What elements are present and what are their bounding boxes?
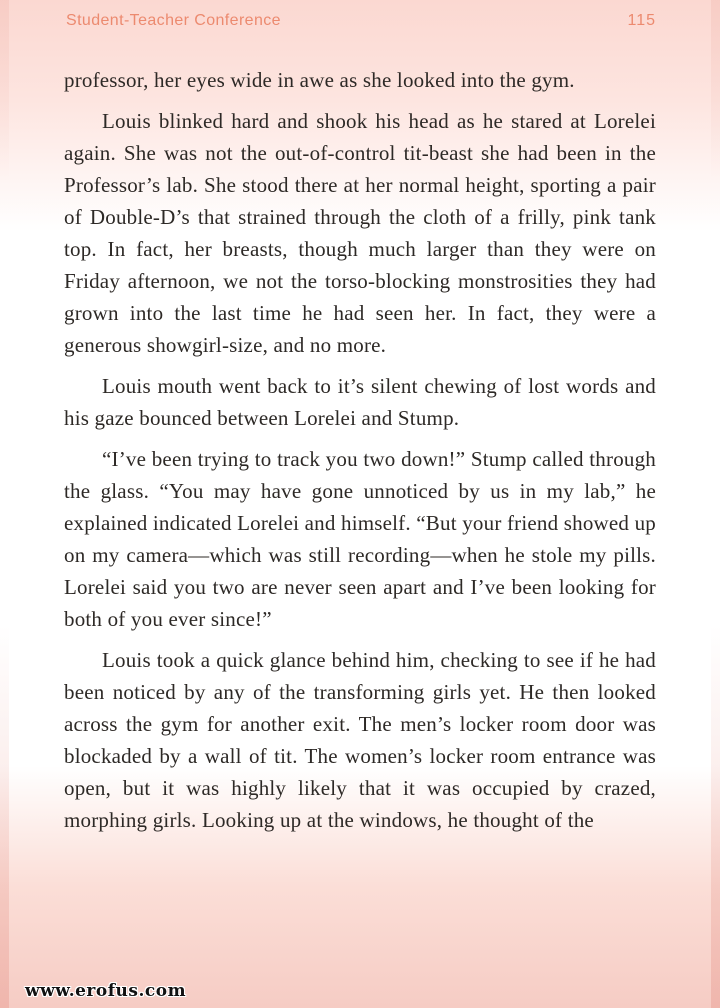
page-left-edge-shading — [0, 0, 9, 1008]
paragraph: Louis blinked hard and shook his head as he stared at Lorelei again. She was not the out-of-control tit-beast she had been in the Professor’s lab. She stood there at her normal height, sporting a pair of Double-D’s that strained through the cloth of a frilly, pink tank top. In fact, her breasts, though much larger than they were on Friday afternoon, we not the torso-blocking monstrosities they had grown into the last time he had seen her. In fact, they were a generous showgirl-size, and no more. — [64, 109, 656, 357]
page-header — [66, 12, 656, 30]
paragraph: professor, her eyes wide in awe as she looked into the gym. — [64, 68, 575, 92]
page-number: 115 — [627, 12, 656, 29]
watermark: www.erofus.com — [25, 981, 187, 1001]
paragraph: “I’ve been trying to track you two down!” Stump called through the glass. “You may have gone unnoticed by us in my lab,” he explained indicated Lorelei and himself. “But your friend showed up on my camera—which was still recording—when he stole my pills. Lorelei said you two are never seen apart and I’ve been looking for both of you ever since!” — [64, 447, 656, 631]
paragraph: Louis took a quick glance behind him, checking to see if he had been noticed by any of the transforming girls yet. He then looked across the gym for another exit. The men’s locker room door was blockaded by a wall of tit. The women’s locker room entrance was open, but it was highly likely that it was occupied by crazed, morphing girls. Looking up at the windows, he thought of the — [64, 648, 656, 832]
page-right-edge-shading — [711, 0, 720, 1008]
page-body — [64, 64, 656, 845]
running-title: Student-Teacher Conference — [66, 12, 281, 29]
paragraph: Louis mouth went back to it’s silent chewing of lost words and his gaze bounced between Lorelei and Stump. — [64, 374, 656, 430]
